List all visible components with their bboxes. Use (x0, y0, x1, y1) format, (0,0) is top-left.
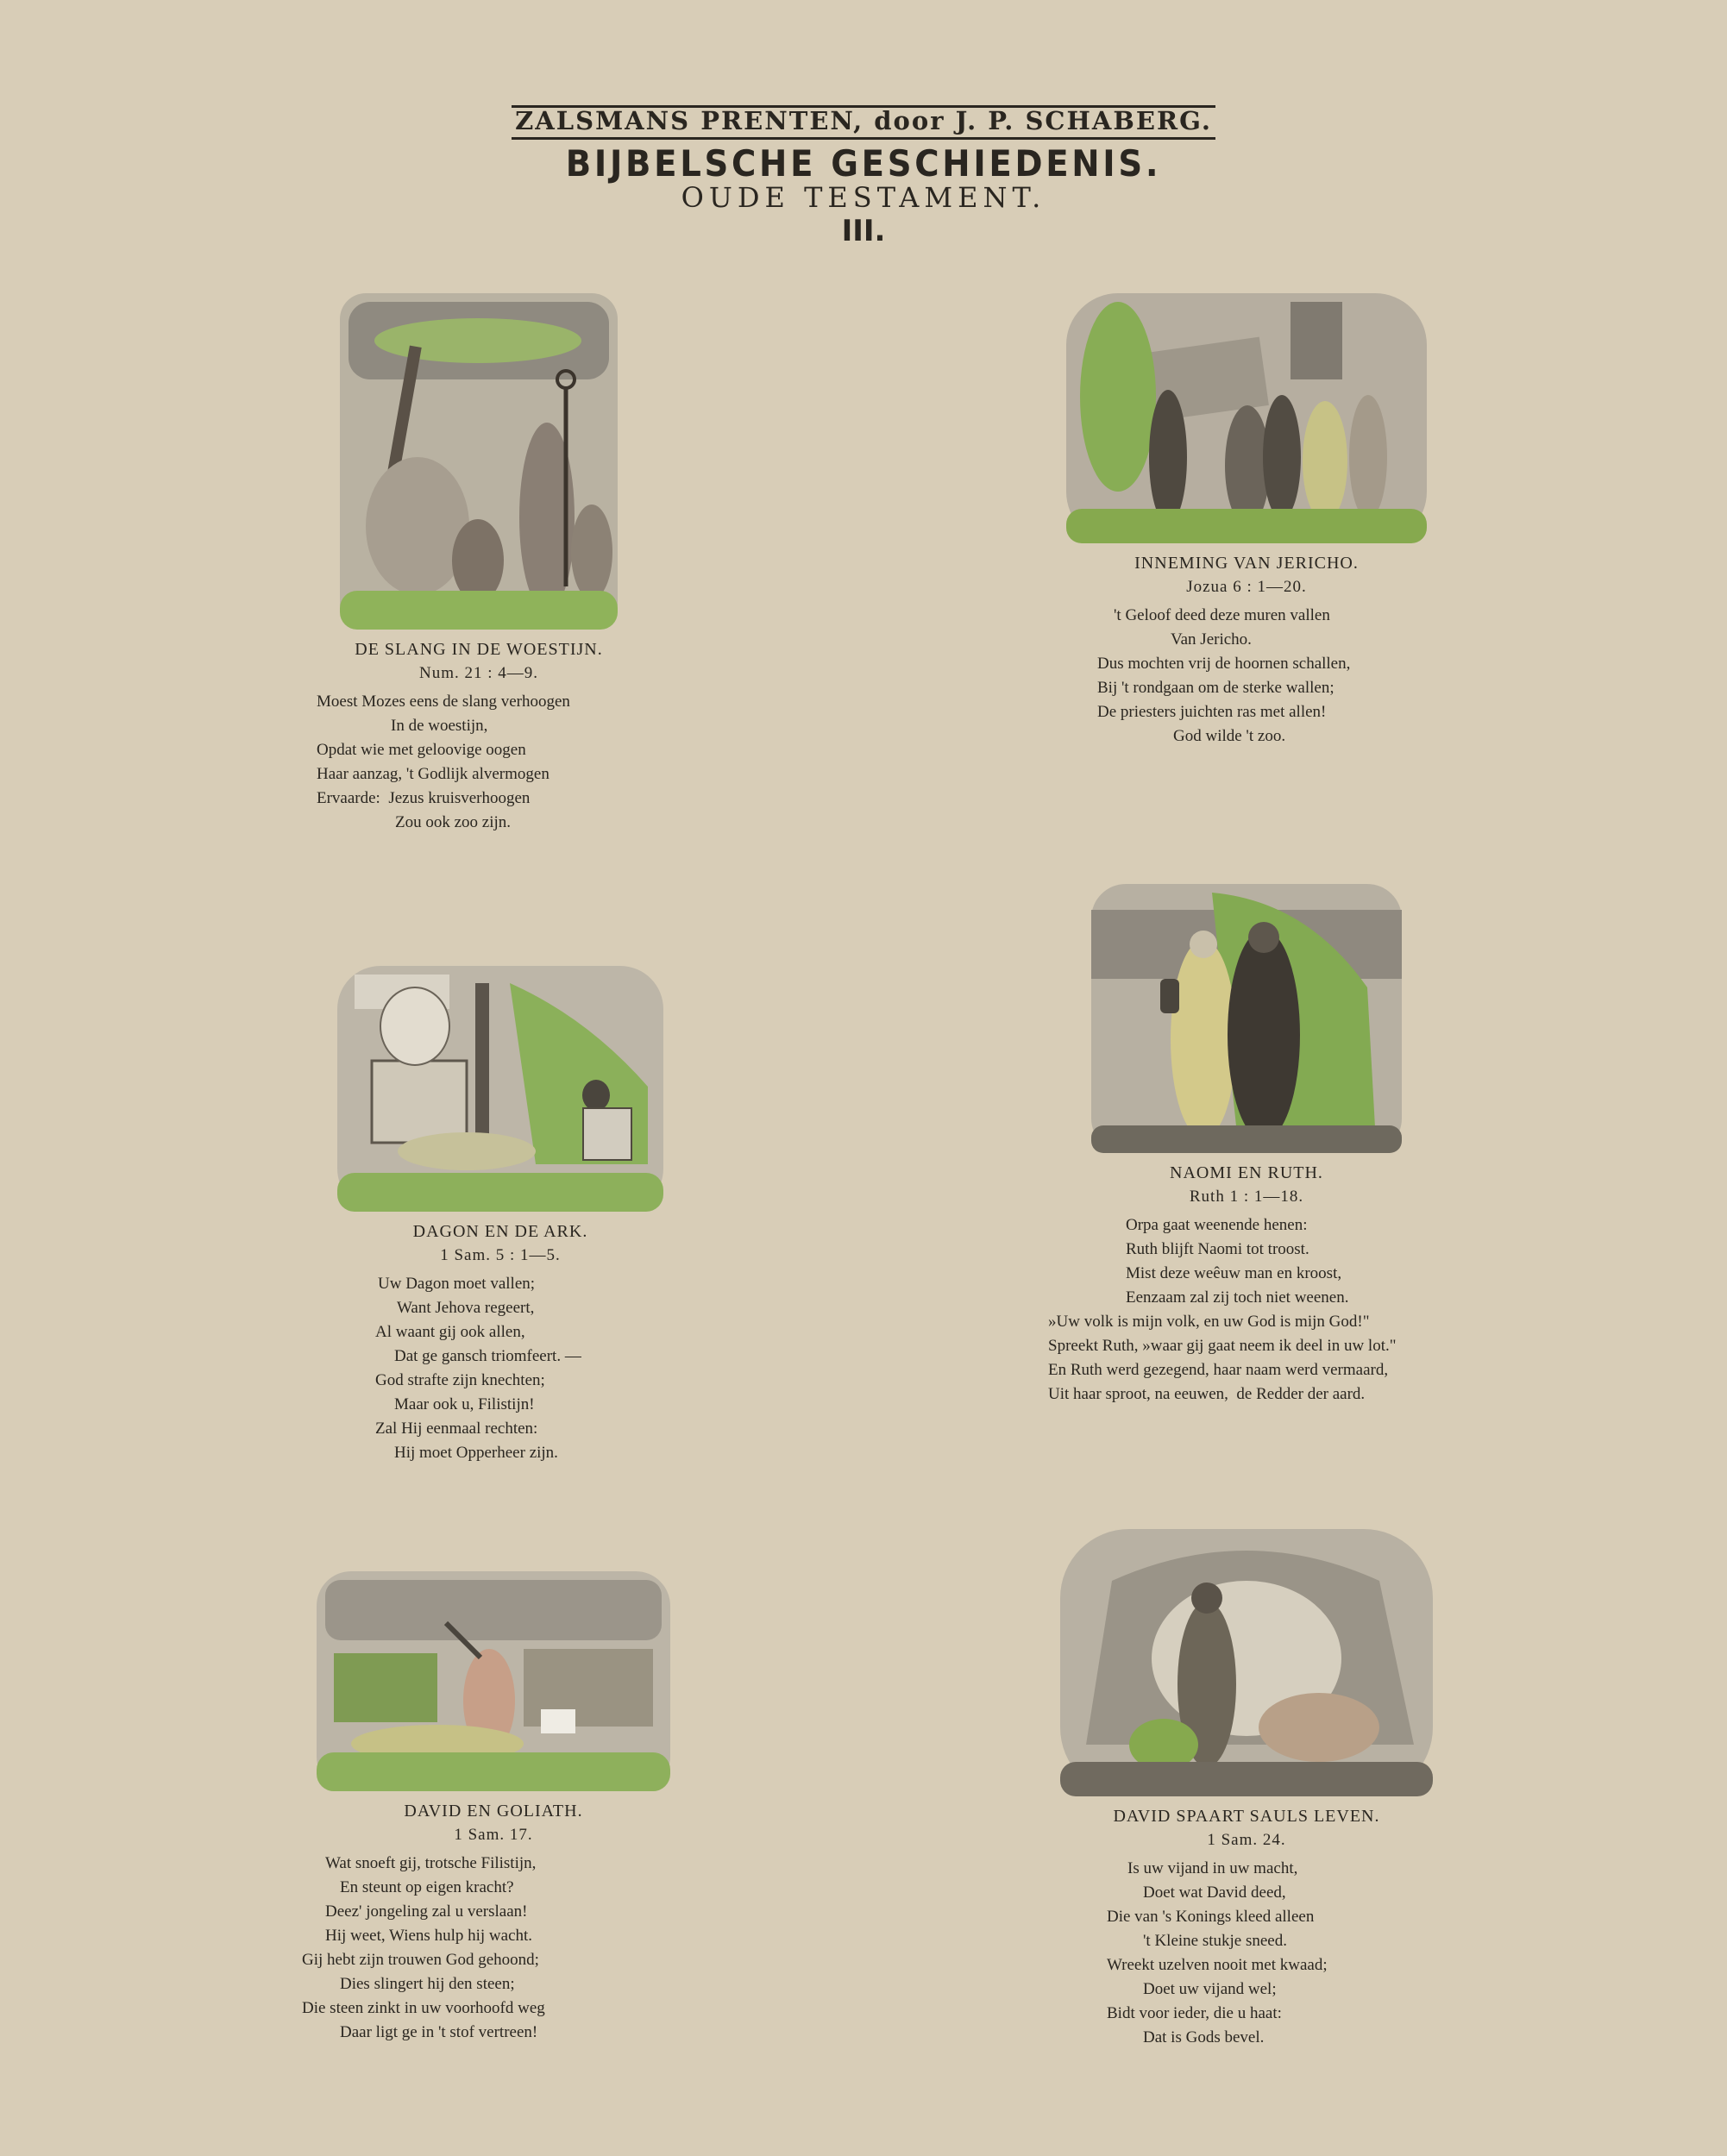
verse-line: Haar aanzag, 't Godlijk alvermogen (317, 765, 550, 783)
verse-line: Daar ligt ge in 't stof vertreen! (340, 2023, 538, 2041)
verse-line: Bidt voor ieder, die u haat: (1107, 2004, 1282, 2022)
verse-line: God wilde 't zoo. (1173, 727, 1286, 745)
illustration-dagon-ark (337, 966, 663, 1212)
illustration-jericho (1066, 293, 1427, 543)
verse-line: 't Kleine stukje sneed. (1143, 1932, 1287, 1950)
verse-line: Moest Mozes eens de slang verhoogen (317, 693, 570, 711)
verse-line: Zou ook zoo zijn. (395, 813, 512, 831)
page-header (0, 105, 1727, 248)
verse-line: In de woestijn, (391, 717, 488, 735)
panel-dagon (285, 966, 716, 1465)
verse-line: Dies slingert hij den steen; (340, 1975, 515, 1993)
illustration-david-saul (1060, 1529, 1433, 1796)
verse-line: Die steen zinkt in uw voorhoofd weg (302, 1999, 545, 2017)
illustration-naomi-ruth (1091, 884, 1402, 1153)
verse-line: »Uw volk is mijn volk, en uw God is mijn God!" (1048, 1313, 1370, 1331)
verse-line: Mist deze weêuw man en kroost, (1126, 1264, 1342, 1282)
verse-line: Wreekt uzelven nooit met kwaad; (1107, 1956, 1328, 1974)
panel-verse (263, 690, 694, 835)
panel-caption: DAVID SPAART SAULS LEVEN. (1113, 1807, 1380, 1826)
verse-line: Al waant gij ook allen, (375, 1323, 525, 1341)
verse-line: Van Jericho. (1171, 630, 1252, 649)
page-title: BIJBELSCHE GESCHIEDENIS. (565, 142, 1162, 185)
verse-line: Ruth blijft Naomi tot troost. (1126, 1240, 1309, 1258)
panel-verse (278, 1852, 709, 2045)
verse-line: Doet wat David deed, (1143, 1883, 1286, 1902)
illustration-david-goliath (317, 1571, 670, 1791)
verse-line: Uit haar sproot, na eeuwen, de Redder der aard. (1048, 1385, 1366, 1403)
verse-line: En steunt op eigen kracht? (340, 1878, 514, 1896)
verse-line: Dus mochten vrij de hoornen schallen, (1097, 655, 1351, 673)
verse-line: Ervaarde: Jezus kruisverhoogen (317, 789, 531, 807)
panel-reference: Jozua 6 : 1—20. (1186, 578, 1307, 596)
verse-line: Zal Hij eenmaal rechten: (375, 1420, 538, 1438)
illustration-brazen-serpent (340, 293, 618, 630)
verse-line: Want Jehova regeert, (397, 1299, 535, 1317)
panel-reference: 1 Sam. 24. (1207, 1831, 1286, 1849)
verse-line: Dat is Gods bevel. (1143, 2028, 1265, 2046)
panel-caption: DAGON EN DE ARK. (412, 1222, 588, 1241)
panel-reference: Num. 21 : 4—9. (418, 664, 539, 682)
verse-line: Gij hebt zijn trouwen God gehoond; (302, 1951, 539, 1969)
verse-line: Die van 's Konings kleed alleen (1107, 1908, 1315, 1926)
panel-david-saul (1031, 1529, 1462, 2050)
verse-line: Opdat wie met geloovige oogen (317, 741, 526, 759)
panel-verse (1031, 1857, 1462, 2050)
panel-naomi-ruth (1031, 884, 1462, 1407)
series-number: III. (841, 214, 886, 248)
panel-caption: INNEMING VAN JERICHO. (1134, 554, 1359, 573)
panel-de-slang (263, 293, 694, 835)
verse-line: Spreekt Ruth, »waar gij gaat neem ik deel in uw lot." (1048, 1337, 1397, 1355)
verse-line: 't Geloof deed deze muren vallen (1114, 606, 1330, 624)
verse-line: Dat ge gansch triomfeert. — (394, 1347, 581, 1365)
verse-line: Maar ook u, Filistijn! (394, 1395, 535, 1413)
panel-reference: Ruth 1 : 1—18. (1189, 1188, 1304, 1206)
verse-line: Hij moet Opperheer zijn. (394, 1444, 558, 1462)
verse-line: Eenzaam zal zij toch niet weenen. (1126, 1288, 1349, 1307)
panel-verse (285, 1272, 716, 1465)
verse-line: Is uw vijand in uw macht, (1127, 1859, 1298, 1877)
panel-caption: DAVID EN GOLIATH. (404, 1802, 583, 1821)
panel-caption: DE SLANG IN DE WOESTIJN. (355, 640, 603, 659)
verse-line: Hij weet, Wiens hulp hij wacht. (325, 1927, 533, 1945)
publisher-line: ZALSMANS PRENTEN, door J. P. SCHABERG. (512, 105, 1215, 140)
verse-line: En Ruth werd gezegend, haar naam werd vermaard, (1048, 1361, 1389, 1379)
page-subtitle: OUDE TESTAMENT. (681, 181, 1046, 214)
panel-verse (1031, 604, 1462, 749)
panel-reference: 1 Sam. 17. (454, 1826, 533, 1844)
verse-line: Doet uw vijand wel; (1143, 1980, 1277, 1998)
verse-line: Wat snoeft gij, trotsche Filistijn, (325, 1854, 537, 1872)
panel-verse (1031, 1213, 1462, 1407)
panel-jericho (1031, 293, 1462, 749)
verse-line: Bij 't rondgaan om de sterke wallen; (1097, 679, 1334, 697)
verse-line: Uw Dagon moet vallen; (378, 1275, 536, 1293)
verse-line: Deez' jongeling zal u verslaan! (325, 1902, 528, 1921)
verse-line: Orpa gaat weenende henen: (1126, 1216, 1308, 1234)
panel-reference: 1 Sam. 5 : 1—5. (440, 1246, 561, 1264)
panel-caption: NAOMI EN RUTH. (1170, 1163, 1323, 1182)
panel-david-goliath (278, 1571, 709, 2045)
verse-line: De priesters juichten ras met allen! (1097, 703, 1327, 721)
verse-line: God strafte zijn knechten; (375, 1371, 545, 1389)
